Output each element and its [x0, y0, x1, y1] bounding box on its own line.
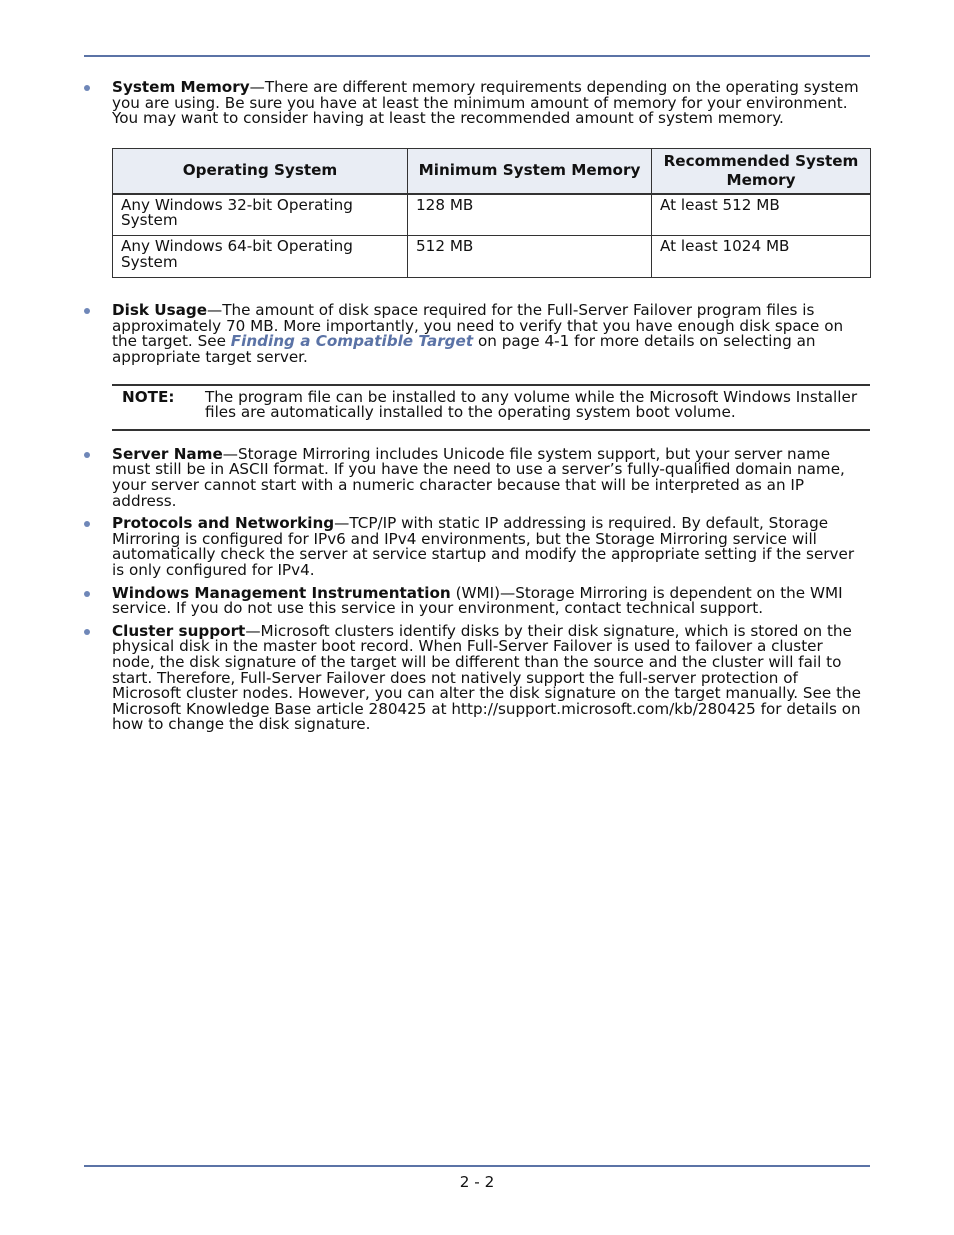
- cluster-support-title: Cluster support: [112, 621, 246, 640]
- header-minimum-memory: Minimum System Memory: [408, 148, 652, 194]
- memory-table-header-row: [113, 148, 871, 194]
- disk-usage-item: [84, 303, 870, 365]
- bullet-icon: [84, 591, 90, 597]
- disk-usage-text-after: on page 4-1 for more details on selecting an appropriate target server.: [112, 332, 816, 367]
- note-text: The program file can be installed to any volume while the Microsoft Windows Installer files are automatically installed to the operating system boot volume.: [205, 387, 858, 422]
- memory-table: [112, 148, 871, 279]
- cell-os: Any Windows 64-bit Operating System: [113, 236, 408, 278]
- system-memory-paragraph: [112, 80, 870, 127]
- system-memory-text: —There are different memory requirements depending on the operating system you are using. Be sure you have at least the minimum amount of memory for your environment. You may want to consider having at least the recommended amount of system memory.: [112, 78, 859, 128]
- footer-rule: [84, 1165, 870, 1167]
- system-memory-item: [84, 80, 870, 127]
- protocols-item: [84, 516, 870, 578]
- table-row: [113, 194, 871, 236]
- wmi-title: Windows Management Instrumentation: [112, 583, 451, 602]
- protocols-title: Protocols and Networking: [112, 514, 335, 533]
- wmi-item: [84, 583, 870, 618]
- wmi-paragraph: [112, 583, 870, 618]
- server-name-text: —Storage Mirroring includes Unicode file system support, but your server name must still be in ASCII format. If you have the need to use a server’s fully-qualified domain name, your server cannot start with a numeric character because that will be interpreted as an IP address.: [112, 444, 845, 510]
- server-name-item: [84, 444, 870, 510]
- cell-min-memory: 128 MB: [408, 194, 652, 236]
- server-name-paragraph: [112, 444, 870, 510]
- bullet-icon: [84, 629, 90, 635]
- cluster-support-paragraph: [112, 621, 870, 734]
- page-number: 2 - 2: [459, 1173, 495, 1191]
- disk-usage-title: Disk Usage: [112, 301, 208, 320]
- note-label: NOTE:: [122, 387, 175, 406]
- cell-os: Any Windows 32-bit Operating System: [113, 194, 408, 236]
- cluster-support-text: —Microsoft clusters identify disks by their disk signature, which is stored on the physical disk in the master boot record. When Full-Server Failover is used to failover a cluster node, the disk signature of the target will be different than the source and the cluster will fail to start. Therefore, Full-Server Failover does not natively support the full-server protection of Microsoft cluster nodes. However, you can alter the disk signature on the target manually. See the Microsoft Knowledge Base article 280425 at http://support.microsoft.com/kb/280425 for details on how to change the disk signature.: [112, 621, 862, 734]
- system-memory-title: System Memory: [112, 78, 250, 96]
- bullet-icon: [84, 452, 90, 458]
- table-row: [113, 236, 871, 278]
- compatible-target-link[interactable]: Finding a Compatible Target: [230, 332, 474, 351]
- cluster-support-item: [84, 621, 870, 734]
- cell-min-memory: 512 MB: [408, 236, 652, 278]
- wmi-text: (WMI)—Storage Mirroring is dependent on the WMI service. If you do not use this service in your environment, contact technical support.: [112, 583, 843, 618]
- note-box: [112, 384, 870, 431]
- page-content: [84, 80, 870, 733]
- header-operating-system: Operating System: [113, 148, 408, 194]
- header-recommended-memory: Recommended System Memory: [652, 148, 871, 194]
- bullet-icon: [84, 521, 90, 527]
- disk-usage-paragraph: [112, 303, 870, 365]
- bullet-icon: [84, 308, 90, 314]
- cell-recommended-memory: At least 512 MB: [652, 194, 871, 236]
- disk-usage-text-before: —The amount of disk space required for the Full-Server Failover program files is approximately 70 MB. More importantly, you need to verify that you have enough disk space on the target. See: [112, 301, 844, 351]
- protocols-text: —TCP/IP with static IP addressing is required. By default, Storage Mirroring is configured for IPv6 and IPv4 environments, but the Storage Mirroring service will automatically check the server at service startup and modify the appropriate setting if the server is only configured for IPv4.: [112, 514, 855, 579]
- header-rule: [84, 55, 870, 57]
- cell-recommended-memory: At least 1024 MB: [652, 236, 871, 278]
- bullet-icon: [84, 85, 90, 91]
- server-name-title: Server Name: [112, 444, 223, 463]
- protocols-paragraph: [112, 516, 870, 578]
